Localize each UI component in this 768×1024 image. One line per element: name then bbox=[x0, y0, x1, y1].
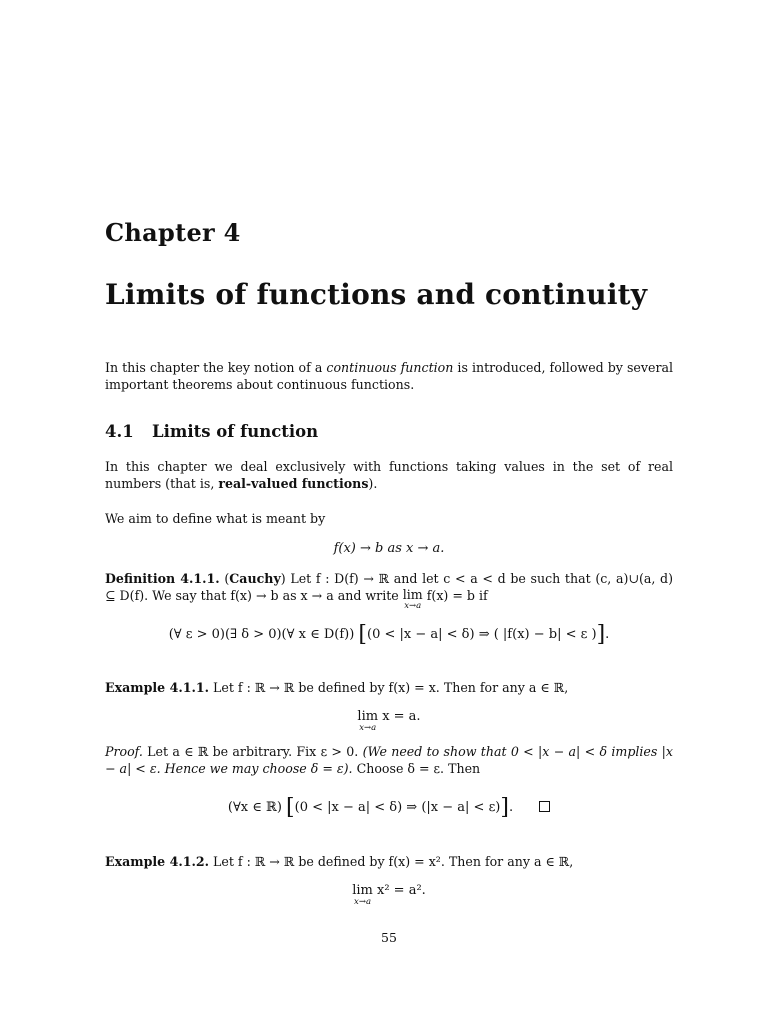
display2-close-bracket: ] bbox=[596, 622, 606, 647]
definition-text-a: Let f : D(f) → ℝ and let c < a < d be such that (c, a)∪(a, d) ⊆ D(f). We say that f(x) → b as x → a and write bbox=[105, 571, 674, 603]
example1-label: Example 4.1.1. bbox=[105, 680, 210, 695]
proof-text-b: Choose δ = ε. Then bbox=[352, 761, 481, 776]
example1-lim-word: lim bbox=[357, 709, 379, 724]
display3-close-bracket: ] bbox=[500, 795, 509, 820]
example2-lim-word: lim bbox=[352, 883, 373, 898]
intro-emphasis: continuous function bbox=[326, 360, 454, 375]
example-4-1-2 bbox=[105, 853, 673, 870]
proof-text-a: Let a ∈ ℝ be arbitrary. Fix ε > 0. bbox=[142, 744, 363, 759]
definition-label: Definition 4.1.1. bbox=[105, 571, 220, 586]
example-4-1-1 bbox=[105, 679, 673, 696]
definition-name: Cauchy bbox=[229, 571, 281, 586]
section-title: Limits of function bbox=[152, 422, 319, 441]
example1-lim bbox=[357, 709, 378, 736]
example2-label: Example 4.1.2. bbox=[105, 854, 210, 869]
page-number: 55 bbox=[381, 930, 397, 945]
qed-square-icon bbox=[539, 801, 550, 812]
example2-text: Let f : ℝ → ℝ be defined by f(x) = x². Then for any a ∈ ℝ, bbox=[209, 854, 574, 869]
display-example2-limit bbox=[105, 883, 673, 910]
intro-text-post: is introduced, followed by several important theorems about continuous functions. bbox=[105, 360, 674, 392]
display2-open-bracket: [ bbox=[358, 622, 368, 647]
example1-lim-sub: x→a bbox=[359, 723, 377, 733]
section-heading bbox=[105, 422, 318, 441]
display2-end: . bbox=[605, 627, 610, 642]
display2-body: (0 < |x − a| < δ) ⇒ ( |f(x) − b| < ε ) bbox=[367, 627, 597, 642]
proof-text-italic: (We need to show that 0 < |x − a| < δ implies |x − a| < ε. Hence we may choose δ = ε). bbox=[105, 744, 674, 776]
example1-display-rest: x = a. bbox=[378, 709, 421, 724]
definition-cauchy bbox=[105, 570, 673, 614]
display3-quantifier: (∀x ∈ ℝ) bbox=[227, 800, 282, 815]
example1-text: Let f : ℝ → ℝ be defined by f(x) = x. Then for any a ∈ ℝ, bbox=[209, 680, 569, 695]
chapter-title: Limits of functions and continuity bbox=[105, 278, 648, 311]
definition-lim bbox=[403, 587, 423, 614]
intro-paragraph bbox=[105, 359, 673, 393]
proof-label: Proof. bbox=[105, 744, 143, 759]
display3-open-bracket: [ bbox=[286, 795, 295, 820]
definition-name-close: ) bbox=[280, 571, 286, 586]
definition-lim-word: lim bbox=[402, 587, 423, 602]
definition-lim-sub: x→a bbox=[404, 601, 422, 611]
display3-end: . bbox=[508, 800, 514, 815]
example2-display-rest: x² = a². bbox=[372, 883, 426, 898]
example2-lim-sub: x→a bbox=[354, 897, 372, 907]
para1-post: ). bbox=[368, 476, 378, 491]
section-number: 4.1 bbox=[105, 422, 134, 441]
proof-paragraph bbox=[105, 743, 673, 777]
para1-bold: real-valued functions bbox=[218, 476, 369, 491]
display-proof-condition bbox=[105, 795, 673, 820]
paragraph-real-valued bbox=[105, 458, 673, 492]
intro-text-pre: In this chapter the key notion of a bbox=[105, 360, 327, 375]
example2-lim bbox=[352, 883, 373, 910]
display3-body: (0 < |x − a| < δ) ⇒ (|x − a| < ε) bbox=[294, 800, 501, 815]
para1-pre: In this chapter we deal exclusively with functions taking values in the set of real numbers (that is, bbox=[105, 459, 673, 491]
display-cauchy-condition bbox=[105, 622, 673, 647]
definition-text-b: f(x) = b if bbox=[422, 588, 488, 603]
display-example1-limit bbox=[105, 709, 673, 736]
display2-quantifiers: (∀ ε > 0)(∃ δ > 0)(∀ x ∈ D(f)) bbox=[168, 627, 355, 642]
paragraph-aim: We aim to define what is meant by bbox=[105, 511, 326, 526]
chapter-label: Chapter 4 bbox=[105, 218, 241, 247]
display-limit-notation: f(x) → b as x → a. bbox=[333, 541, 445, 556]
definition-name-open: ( bbox=[219, 571, 230, 586]
